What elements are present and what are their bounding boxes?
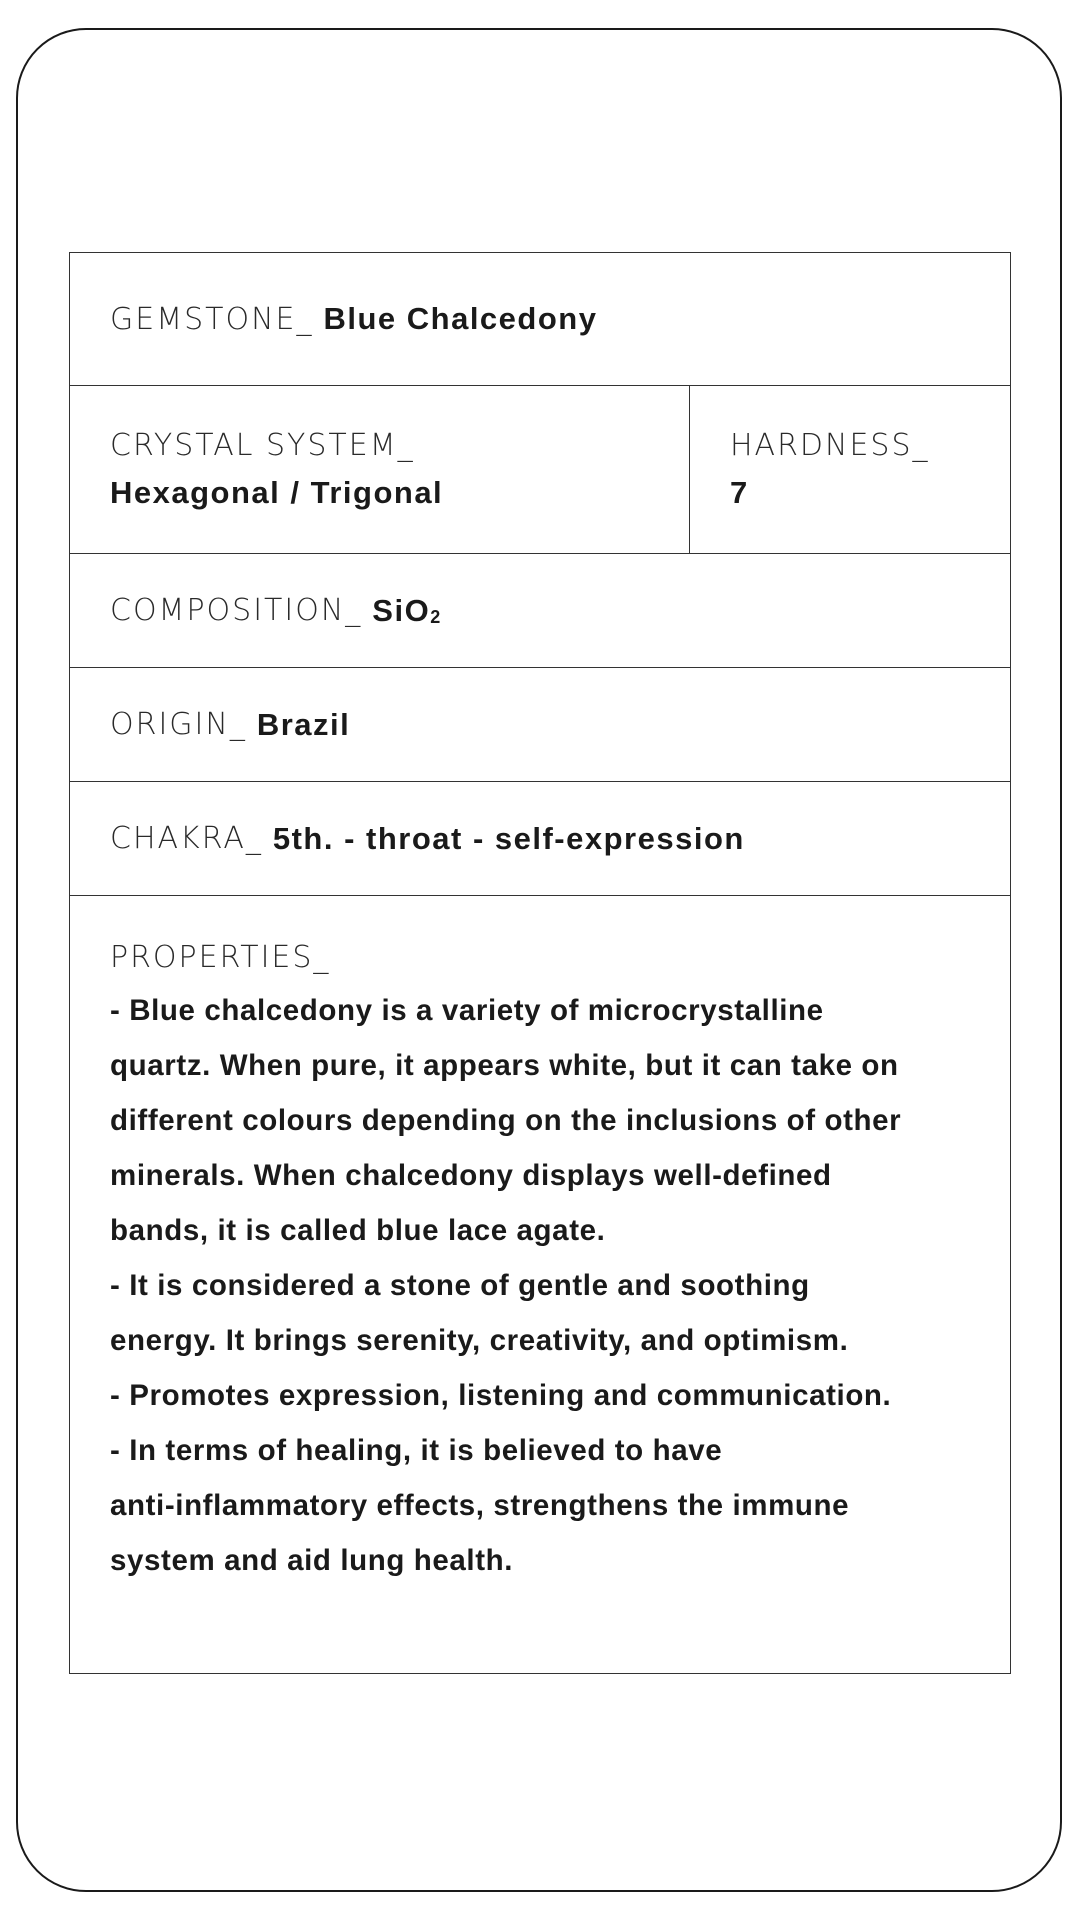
properties-line: - In terms of healing, it is believed to have <box>110 1434 723 1467</box>
gemstone-row <box>70 253 1010 386</box>
composition-value <box>372 593 441 629</box>
hardness-cell <box>690 386 1010 553</box>
gemstone-label: GEMSTONE_ <box>110 301 314 337</box>
origin-value: Brazil <box>256 706 351 742</box>
properties-line: - Blue chalcedony is a variety of microcrystalline <box>110 994 824 1027</box>
gemstone-value: Blue Chalcedony <box>323 301 598 336</box>
chakra-label: CHAKRA_ <box>110 821 263 856</box>
properties-line: anti-inflammatory effects, strengthens the immune <box>110 1489 850 1522</box>
chakra-row <box>70 782 1010 896</box>
hardness-value: 7 <box>730 475 749 510</box>
crystal-hardness-row <box>70 386 1010 554</box>
crystal-system-label: CRYSTAL SYSTEM_ <box>110 428 415 463</box>
properties-line: different colours depending on the inclusions of other <box>110 1104 902 1137</box>
properties-row <box>70 896 1010 1673</box>
properties-line: minerals. When chalcedony displays well-defined <box>110 1159 832 1192</box>
properties-line: bands, it is called blue lace agate. <box>110 1214 606 1247</box>
origin-label: ORIGIN_ <box>110 707 247 742</box>
composition-formula: SiO <box>372 592 431 628</box>
properties-line: quartz. When pure, it appears white, but it can take on <box>110 1049 899 1082</box>
origin-row <box>70 668 1010 782</box>
properties-label: PROPERTIES_ <box>110 940 331 975</box>
crystal-system-value: Hexagonal / Trigonal <box>110 475 444 510</box>
hardness-label: HARDNESS_ <box>730 428 930 463</box>
properties-line: - It is considered a stone of gentle and soothing <box>110 1269 810 1302</box>
composition-label: COMPOSITION_ <box>110 593 363 628</box>
properties-line: energy. It brings serenity, creativity, and optimism. <box>110 1324 849 1357</box>
properties-line: system and aid lung health. <box>110 1544 514 1577</box>
chakra-value: 5th. - throat - self-expression <box>272 820 745 856</box>
gemstone-info-table <box>69 252 1011 1674</box>
properties-line: - Promotes expression, listening and communication. <box>110 1379 892 1412</box>
crystal-system-cell <box>70 386 690 553</box>
composition-row <box>70 554 1010 668</box>
composition-subscript: 2 <box>430 606 442 627</box>
